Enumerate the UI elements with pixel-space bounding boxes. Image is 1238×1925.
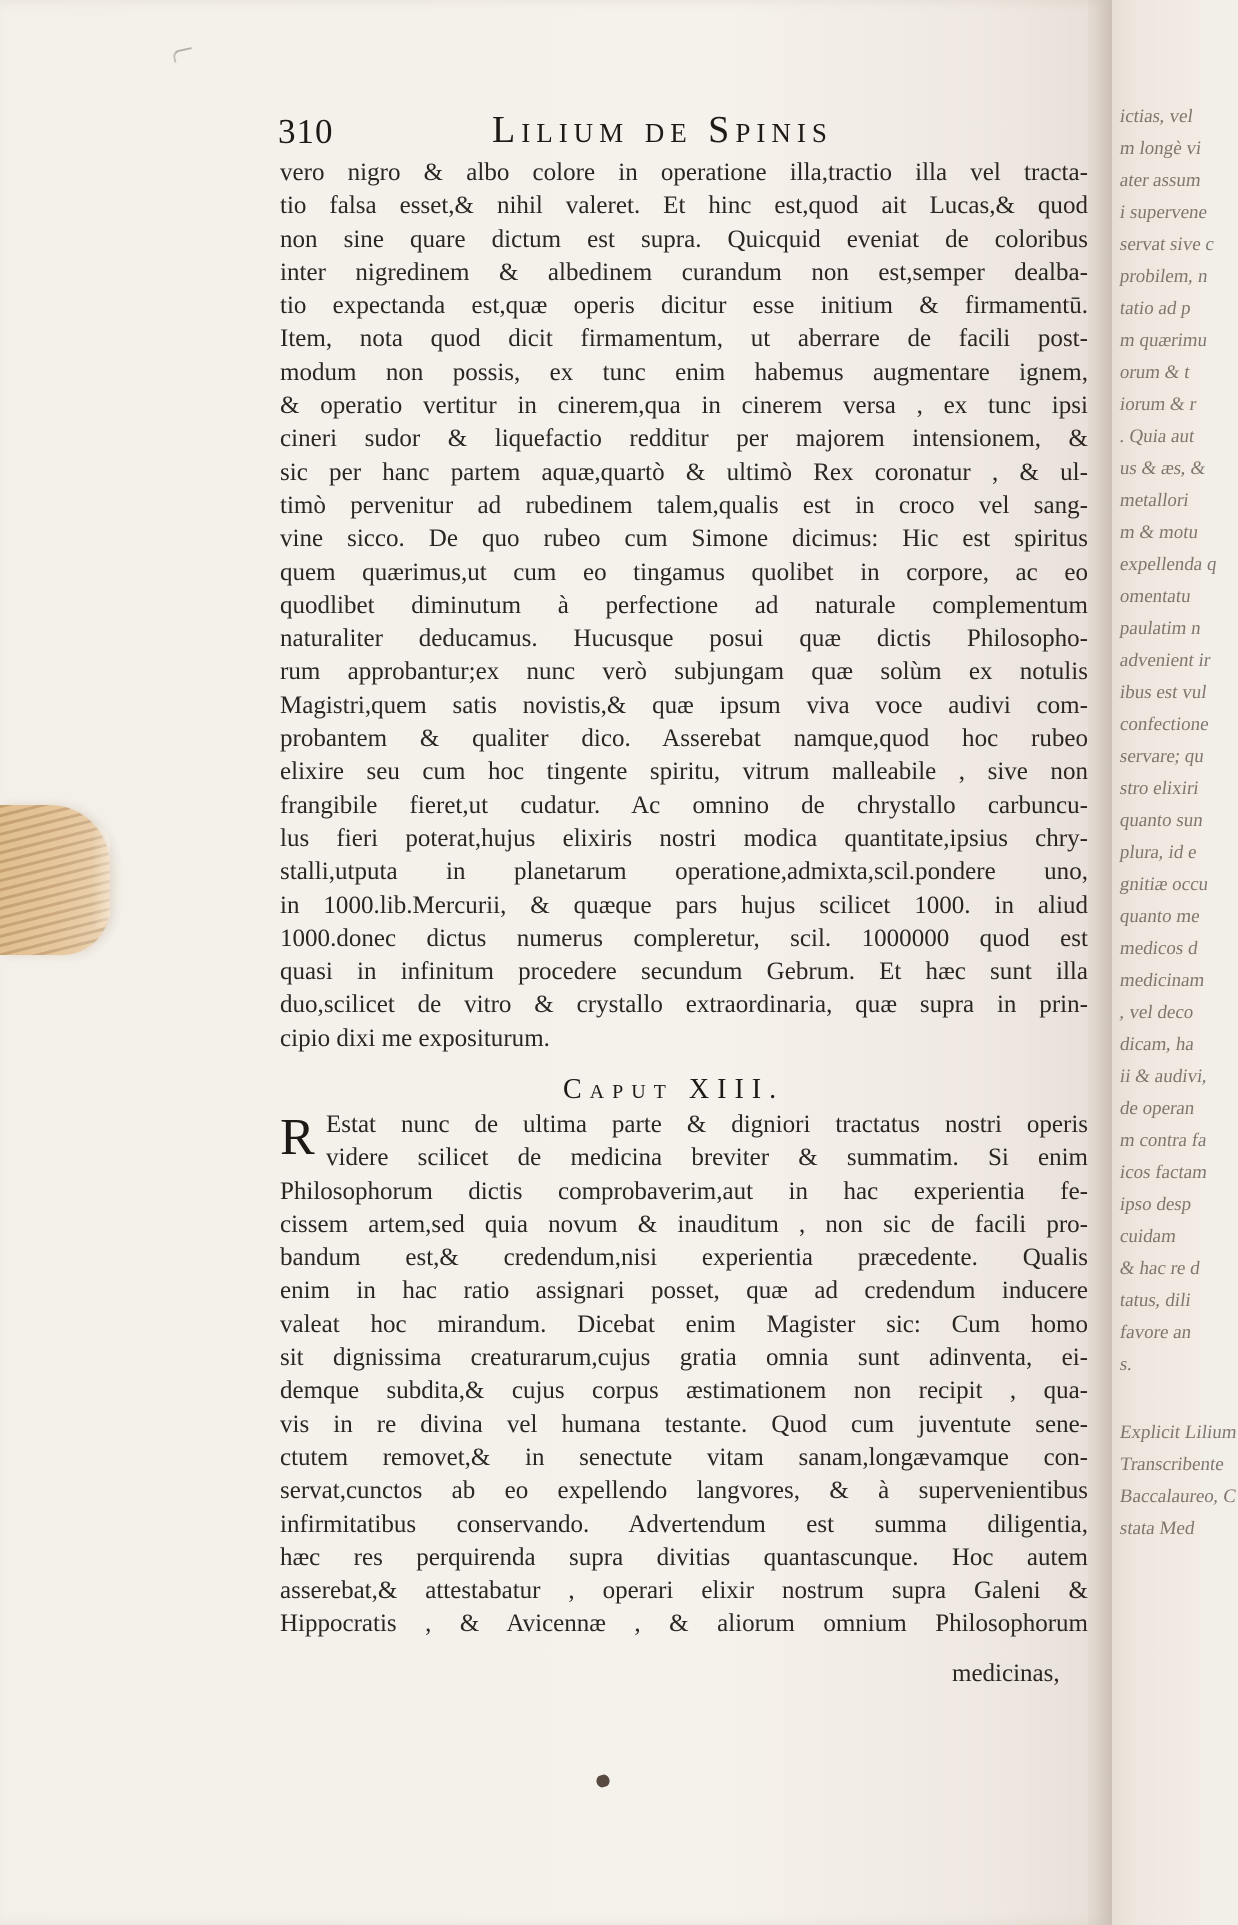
text-line: Item, nota quod dicit firmamentum, ut aberrare de facili post- — [280, 325, 1088, 353]
facing-page-fragment: dicam, ha — [1118, 1034, 1196, 1055]
facing-page-fragment: i supervene — [1118, 202, 1209, 223]
catchword: medicinas, — [952, 1660, 1060, 1687]
facing-page-fragment: m longè vi — [1118, 138, 1203, 159]
facing-page-fragment: us & æs, & — [1118, 458, 1208, 479]
facing-page-fragment: m contra fa — [1118, 1130, 1209, 1151]
text-line: vero nigro & albo colore in operatione illa,tractio illa vel tracta- — [280, 159, 1088, 186]
facing-page-fragment: Baccalaureo, C — [1118, 1486, 1238, 1507]
text-line: tio expectanda est,quæ operis dicitur esse initium & firmamentū. — [280, 292, 1088, 320]
chapter-line: vis in re divina vel humana testante. Quod cum juventute sene- — [280, 1410, 1088, 1438]
facing-page-fragment: ater assum — [1118, 170, 1203, 191]
facing-page-fragment: s. — [1118, 1354, 1134, 1375]
facing-page-fragment: expellenda q — [1118, 554, 1219, 575]
facing-page-fragment: cuidam — [1118, 1226, 1178, 1247]
facing-page-fragment: metallori — [1118, 490, 1191, 511]
chapter-line: demque subdita,& cujus corpus æstimationem non recipit , qua- — [280, 1377, 1088, 1405]
facing-page-fragment: plura, id e — [1118, 842, 1199, 863]
facing-page-fragment: orum & t — [1118, 362, 1192, 383]
text-line: non sine quare dictum est supra. Quicquid eveniat de coloribus — [280, 225, 1088, 253]
chapter-line: enim in hac ratio assignari posset, quæ ad credendum inducere — [280, 1277, 1088, 1305]
facing-page-fragment: ibus est vul — [1118, 682, 1209, 703]
facing-page-fragment: tatio ad p — [1118, 298, 1193, 319]
chapter-line: Philosophorum dictis comprobaverim,aut in hac experientia fe- — [280, 1177, 1088, 1205]
chapter-line: Estat nunc de ultima parte & digniori tractatus nostri operis — [326, 1111, 1088, 1138]
drop-cap-letter: R — [280, 1109, 315, 1166]
facing-page-fragment: ii & audivi, — [1118, 1066, 1209, 1087]
facing-page-fragment: stata Med — [1118, 1518, 1196, 1539]
facing-page-fragment: omentatu — [1118, 586, 1193, 607]
chapter-line: cissem artem,sed quia novum & inauditum , non sic de facili pro- — [280, 1210, 1088, 1238]
chapter-line: servat,cunctos ab eo expellendo langvores, & à supervenientibus — [280, 1477, 1088, 1505]
text-line: lus fieri poterat,hujus elixiris nostri modica quantitate,ipsius chry- — [280, 824, 1088, 852]
text-line: quodlibet diminutum à perfectione ad naturale complementum — [280, 591, 1088, 619]
text-line: stalli,utputa in planetarum operatione,admixta,scil.pondere uno, — [280, 858, 1088, 886]
facing-page-fragment: . Quia aut — [1118, 426, 1196, 447]
chapter-line: asserebat,& attestabatur , operari elixir nostrum supra Galeni & — [280, 1577, 1088, 1605]
chapter-line: sit dignissima creaturarum,cujus gratia omnia sunt adinventa, ei- — [280, 1344, 1088, 1372]
running-title: Lilium de Spinis — [492, 109, 833, 151]
text-line: probantem & qualiter dico. Asserebat namque,quod hoc rubeo — [280, 725, 1088, 753]
facing-page-fragment: tatus, dili — [1118, 1290, 1193, 1311]
page-header — [278, 106, 1090, 158]
facing-page-strip — [1112, 0, 1238, 1925]
text-line: rum approbantur;ex nunc verò subjungam quæ solùm ex notulis — [280, 658, 1088, 686]
wooden-edge-fragment — [0, 805, 110, 955]
facing-page-fragment: & hac re d — [1118, 1258, 1202, 1279]
text-line: naturaliter deducamus. Hucusque posui quæ dictis Philosopho- — [280, 625, 1088, 653]
text-line: cineri sudor & liquefactio redditur per majorem intensionem, & — [280, 425, 1088, 453]
chapter-line: videre scilicet de medicina breviter & summatim. Si enim — [326, 1144, 1088, 1172]
facing-page-fragment: medicinam — [1118, 970, 1206, 991]
text-line: duo,scilicet de vitro & crystallo extraordinaria, quæ supra in prin- — [280, 991, 1088, 1019]
facing-page-fragment: servare; qu — [1118, 746, 1206, 767]
text-line: elixire seu cum hoc tingente spiritu, vitrum malleabile , sive non — [280, 758, 1088, 786]
text-line: sic per hanc partem aquæ,quartò & ultimò Rex coronatur , & ul- — [280, 458, 1088, 486]
text-line: timò pervenitur ad rubedinem talem,qualis est in croco vel sang- — [280, 491, 1088, 519]
main-text-block — [280, 156, 1088, 1055]
text-line: tio falsa esset,& nihil valeret. Et hinc est,quod ait Lucas,& quod — [280, 192, 1088, 220]
facing-page-fragment: de operan — [1118, 1098, 1196, 1119]
chapter-line: hæc res perquirenda supra divitias quantascunque. Hoc autem — [280, 1543, 1088, 1571]
facing-page-fragment: advenient ir — [1118, 650, 1212, 671]
facing-page-fragment: quanto me — [1118, 906, 1202, 927]
text-line: in 1000.lib.Mercurii, & quæque pars hujus scilicet 1000. in aliud — [280, 891, 1088, 919]
page-number: 310 — [278, 112, 334, 151]
text-line: Magistri,quem satis novistis,& quæ ipsum viva voce audivi com- — [280, 691, 1088, 719]
chapter-heading: Caput XIII. — [563, 1074, 785, 1105]
facing-page-fragment: probilem, n — [1118, 266, 1210, 287]
text-line: frangibile fieret,ut cudatur. Ac omnino de chrystallo carbuncu- — [280, 791, 1088, 819]
facing-page-fragment: ipso desp — [1118, 1194, 1193, 1215]
facing-page-fragment: , vel deco — [1118, 1002, 1195, 1023]
facing-page-fragment: quanto sun — [1118, 810, 1205, 831]
facing-page-fragment: Explicit Lilium — [1118, 1422, 1238, 1443]
text-line: vine sicco. De quo rubeo cum Simone dicimus: Hic est spiritus — [280, 525, 1088, 553]
facing-page-fragment: iorum & r — [1118, 394, 1198, 415]
text-line: & operatio vertitur in cinerem,qua in cinerem versa , ex tunc ipsi — [280, 392, 1088, 420]
chapter-line: valeat hoc mirandum. Dicebat enim Magister sic: Cum homo — [280, 1310, 1088, 1338]
chapter-lines — [280, 1108, 1088, 1641]
facing-page-fragment: m & motu — [1118, 522, 1200, 543]
facing-page-fragment: stro elixiri — [1118, 778, 1201, 799]
facing-page-fragment: icos factam — [1118, 1162, 1209, 1183]
text-line: modum non possis, ex tunc enim habemus augmentare ignem, — [280, 358, 1088, 386]
facing-page-fragment: paulatim n — [1118, 618, 1203, 639]
facing-page-fragment: favore an — [1118, 1322, 1193, 1343]
facing-page-fragment: Transcribente — [1118, 1454, 1226, 1475]
text-line: quem quærimus,ut cum eo tingamus quolibet in corpore, ac eo — [280, 558, 1088, 586]
chapter-line: ctutem removet,& in senectute vitam sanam,longævamque con- — [280, 1443, 1088, 1471]
facing-page-fragment: m quærimu — [1118, 330, 1209, 351]
chapter-line: infirmitatibus conservando. Advertendum est summa diligentia, — [280, 1510, 1088, 1538]
facing-page-fragment: medicos d — [1118, 938, 1200, 959]
facing-page-fragment: confectione — [1118, 714, 1211, 735]
facing-page-fragment: servat sive c — [1118, 234, 1216, 255]
text-line: 1000.donec dictus numerus compleretur, scil. 1000000 quod est — [280, 924, 1088, 952]
text-line: quasi in infinitum procedere secundum Gebrum. Et hæc sunt illa — [280, 958, 1088, 986]
facing-page-fragment: ictias, vel — [1118, 106, 1195, 127]
text-line: cipio dixi me expositurum. — [280, 1024, 550, 1052]
facing-page-fragment: gnitiæ occu — [1118, 874, 1210, 895]
chapter-line: bandum est,& credendum,nisi experientia præcedente. Qualis — [280, 1244, 1088, 1272]
text-line: inter nigredinem & albedinem curandum non est,semper dealba- — [280, 258, 1088, 286]
chapter-line: Hippocratis , & Avicennæ , & aliorum omnium Philosophorum — [280, 1610, 1088, 1638]
